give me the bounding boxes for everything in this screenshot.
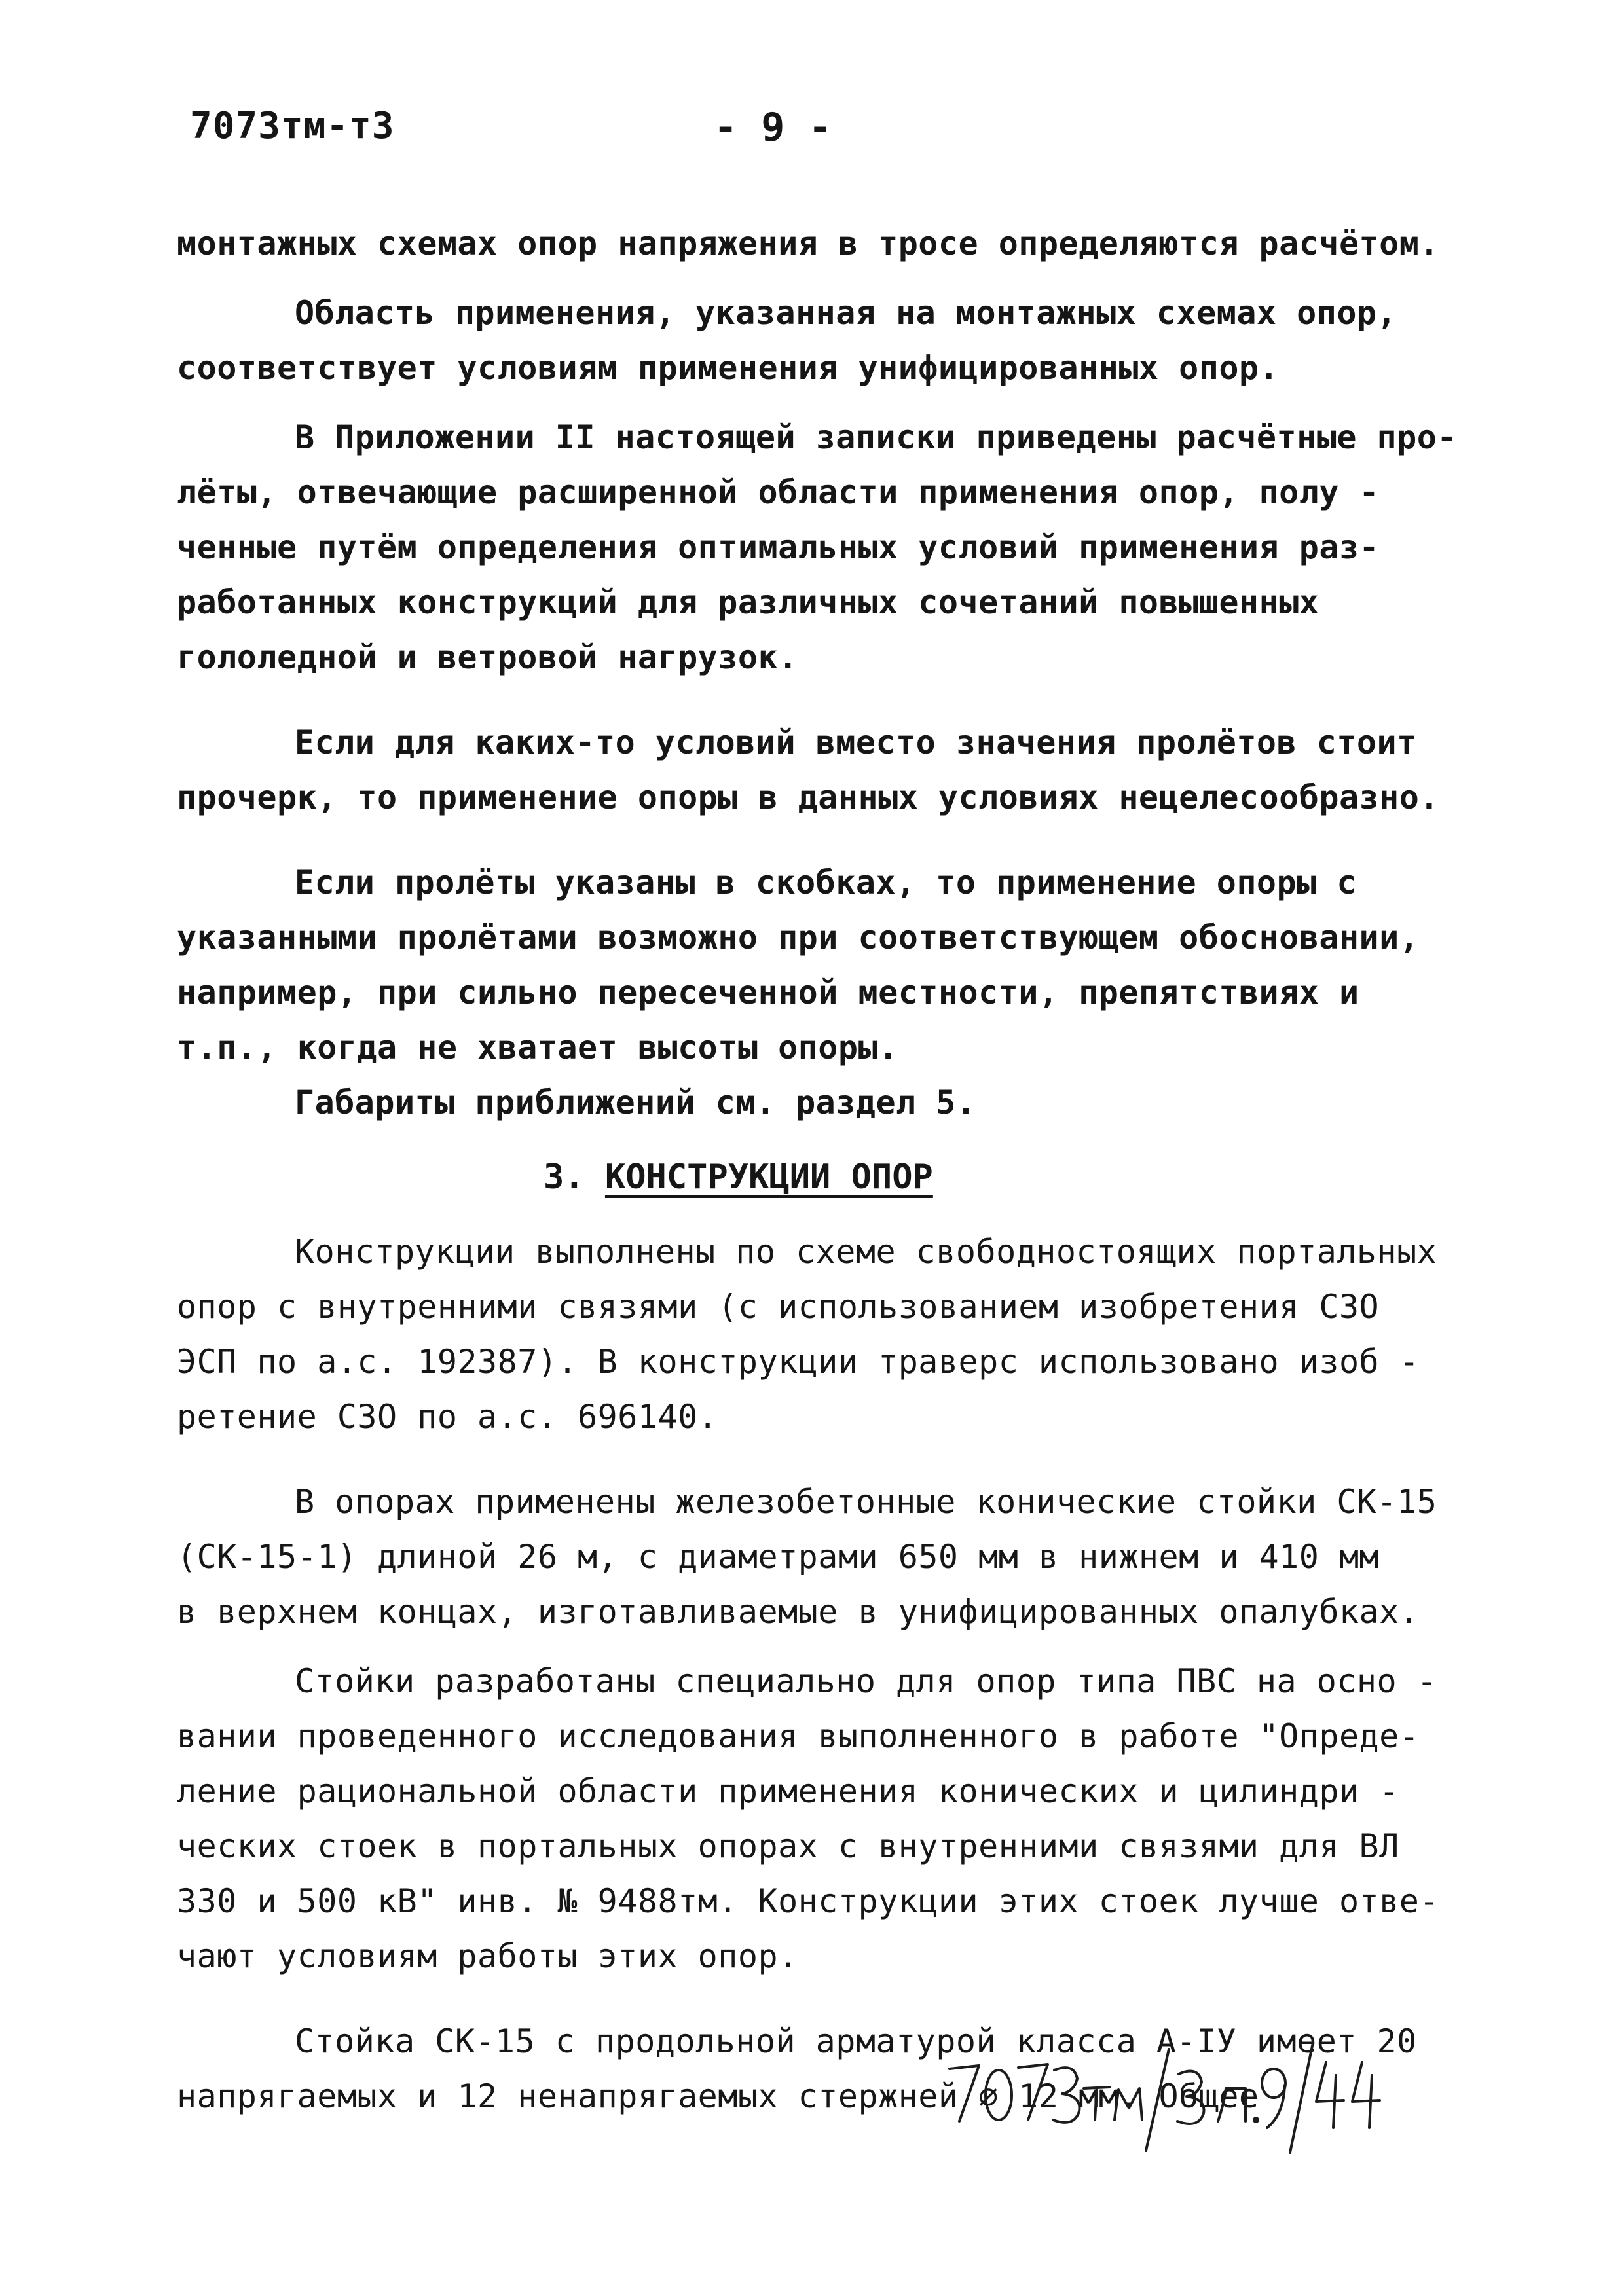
body-text [177,216,1460,2124]
text-line: Габариты приближений см. раздел 5. [295,1084,976,1121]
text-line: ление рациональной области применения конических и цилиндри - [177,1772,1399,1810]
section-title: КОНСТРУКЦИИ ОПОР [604,1157,933,1197]
paragraph-appendix-ii [177,410,1460,685]
text-line: Стойка СК-15 с продольной арматурой класса А-IУ имеет 20 [295,2022,1417,2060]
text-line: указанными пролётами возможно при соответствующем обосновании, [177,919,1420,957]
handwriting-signature-icon [943,2023,1401,2154]
paragraph-application-area [177,285,1460,395]
paragraph-concrete-posts [177,1474,1460,1639]
text-line: ЭСП по а.с. 192387). В конструкции траверс использовано изоб - [177,1343,1420,1381]
text-line: чают условиям работы этих опор. [177,1937,798,1975]
text-line: соответствует условиям применения унифицированных опор. [177,349,1280,387]
paragraph-continuation [177,216,1460,271]
text-line: Если для каких-то условий вместо значения пролётов стоит [295,723,1417,761]
text-line: В опорах применены железобетонные конические стойки СК-15 [295,1483,1437,1521]
text-line: т.п., когда не хватает высоты опоры. [177,1029,898,1066]
text-line: Конструкции выполнены по схеме свободностоящих портальных [295,1233,1437,1271]
text-line: Стойки разработаны специально для опор типа ПВС на осно - [295,1662,1437,1700]
text-line: например, при сильно пересеченной местности, препятствиях и [177,974,1359,1011]
text-line: монтажных схемах опор напряжения в тросе определяются расчётом. [177,225,1439,263]
text-line: ческих стоек в портальных опорах с внутренними связями для ВЛ [177,1827,1399,1865]
text-line: (СК-15-1) длиной 26 м, с диаметрами 650 мм в нижнем и 410 мм [177,1538,1380,1576]
text-line: лёты, отвечающие расширенной области применения опор, полу - [177,473,1380,511]
text-line: гололедной и ветровой нагрузок. [177,638,798,676]
text-line: работанных конструкций для различных сочетаний повышенных [177,583,1320,621]
section-heading [177,1144,1460,1210]
paragraph-posts-research [177,1654,1460,1984]
paragraph-clearances [177,1075,1460,1130]
text-line: вании проведенного исследования выполненного в работе "Опреде- [177,1717,1420,1755]
paragraph-brackets-note [177,855,1460,1075]
handwritten-reference-note [943,2023,1401,2154]
document-code: 7073тм-т3 [190,105,395,147]
text-line: В Приложении II настоящей записки приведены расчётные про- [295,418,1457,456]
text-line: в верхнем концах, изготавливаемые в унифицированных опалубках. [177,1593,1420,1631]
text-line: Область применения, указанная на монтажных схемах опор, [295,294,1397,332]
text-line: опор с внутренними связями (с использованием изобретения СЗО [177,1288,1380,1326]
text-line: прочерк, то применение опоры в данных условиях нецелесообразно. [177,778,1439,816]
paragraph-dash-note [177,715,1460,825]
section-number: 3. [544,1157,585,1197]
text-line: Если пролёты указаны в скобках, то применение опоры с [295,864,1357,902]
page-number: - 9 - [714,105,832,151]
text-line: ченные путём определения оптимальных условий применения раз- [177,528,1380,566]
text-line: напрягаемых и 12 ненапрягаемых стержней ⌀ 12 мм. Общее [177,2077,1259,2115]
paragraph-construction-scheme [177,1224,1460,1444]
text-line: 330 и 500 кВ" инв. № 9488тм. Конструкции этих стоек лучше отве- [177,1882,1439,1920]
text-line: ретение СЗО по а.с. 696140. [177,1398,718,1436]
